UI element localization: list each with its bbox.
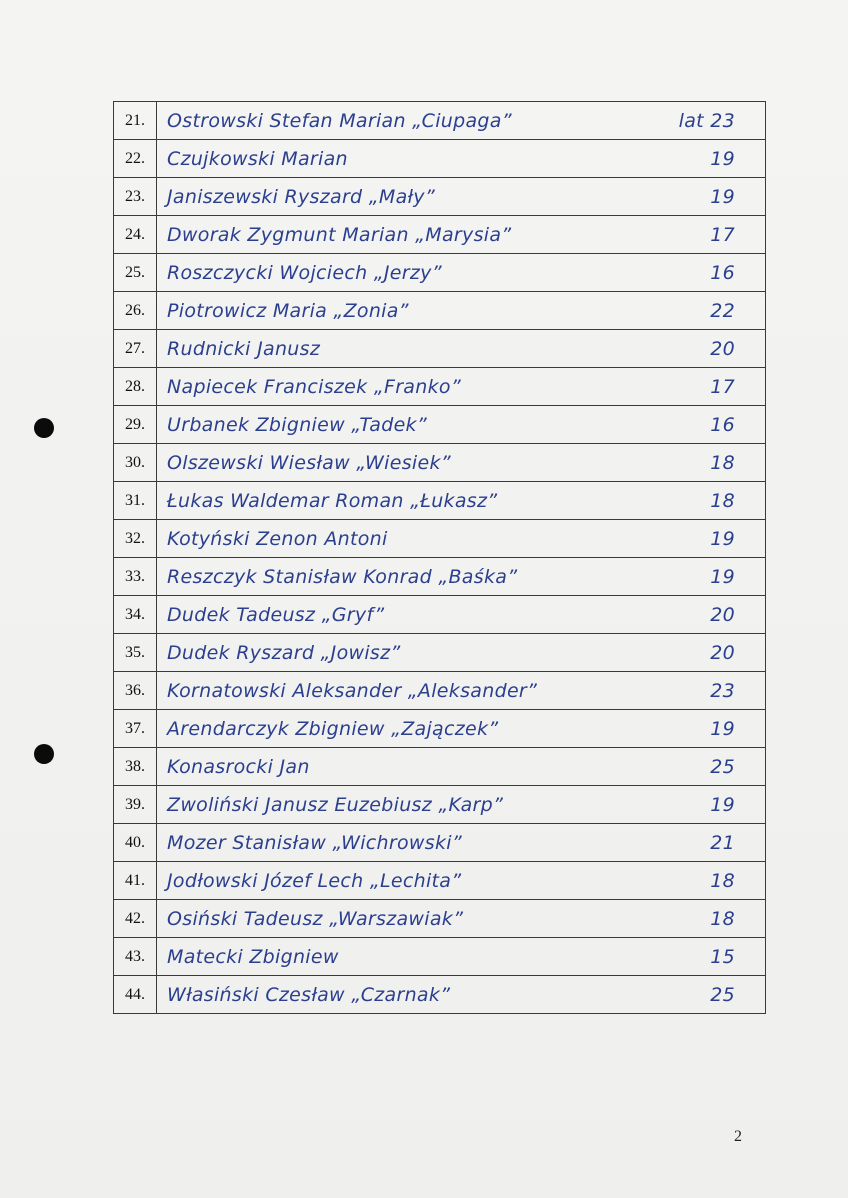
- person-age: 25: [710, 756, 735, 778]
- person-name: Ostrowski Stefan Marian „Ciupaga”: [167, 110, 512, 132]
- person-age: 15: [710, 946, 735, 968]
- table-row: [114, 596, 766, 634]
- person-age: 20: [710, 642, 735, 664]
- row-entry: [157, 900, 766, 938]
- person-name: Kotyński Zenon Antoni: [167, 528, 388, 550]
- person-age: 22: [710, 300, 735, 322]
- table-row: [114, 102, 766, 140]
- person-age: 19: [710, 566, 735, 588]
- person-age: 19: [710, 148, 735, 170]
- row-entry: [157, 292, 766, 330]
- punch-hole-bottom: [34, 744, 54, 764]
- table-row: [114, 140, 766, 178]
- person-age: 18: [710, 870, 735, 892]
- row-entry: [157, 406, 766, 444]
- row-entry: [157, 824, 766, 862]
- person-name: Dudek Ryszard „Jowisz”: [167, 642, 401, 664]
- person-age: 18: [710, 452, 735, 474]
- page-number: 2: [734, 1128, 742, 1145]
- person-name: Rudnicki Janusz: [167, 338, 321, 360]
- person-name: Zwoliński Janusz Euzebiusz „Karp”: [167, 794, 504, 816]
- row-entry: [157, 254, 766, 292]
- row-number: 24.: [114, 216, 157, 254]
- table-row: [114, 862, 766, 900]
- person-age: 21: [710, 832, 735, 854]
- person-age: 20: [710, 338, 735, 360]
- table-row: [114, 672, 766, 710]
- row-entry: [157, 976, 766, 1014]
- table-row: [114, 900, 766, 938]
- person-name: Napiecek Franciszek „Franko”: [167, 376, 461, 398]
- row-number: 32.: [114, 520, 157, 558]
- row-entry: [157, 558, 766, 596]
- row-entry: [157, 748, 766, 786]
- row-entry: [157, 634, 766, 672]
- row-entry: [157, 786, 766, 824]
- row-number: 39.: [114, 786, 157, 824]
- table-row: [114, 482, 766, 520]
- row-entry: [157, 482, 766, 520]
- row-entry: [157, 330, 766, 368]
- row-entry: [157, 710, 766, 748]
- row-number: 40.: [114, 824, 157, 862]
- row-number: 23.: [114, 178, 157, 216]
- person-name: Czujkowski Marian: [167, 148, 348, 170]
- person-name: Reszczyk Stanisław Konrad „Baśka”: [167, 566, 518, 588]
- person-name: Kornatowski Aleksander „Aleksander”: [167, 680, 538, 702]
- row-number: 27.: [114, 330, 157, 368]
- table-row: [114, 786, 766, 824]
- table-row: [114, 520, 766, 558]
- table-row: [114, 558, 766, 596]
- person-age: 25: [710, 984, 735, 1006]
- row-number: 42.: [114, 900, 157, 938]
- table-row: [114, 976, 766, 1014]
- row-entry: [157, 102, 766, 140]
- row-entry: [157, 140, 766, 178]
- row-entry: [157, 862, 766, 900]
- member-list-table: [113, 101, 766, 1014]
- row-number: 26.: [114, 292, 157, 330]
- person-name: Dudek Tadeusz „Gryf”: [167, 604, 385, 626]
- table-row: [114, 292, 766, 330]
- row-number: 35.: [114, 634, 157, 672]
- person-age: 18: [710, 490, 735, 512]
- row-entry: [157, 520, 766, 558]
- table-row: [114, 330, 766, 368]
- row-number: 28.: [114, 368, 157, 406]
- table-row: [114, 824, 766, 862]
- person-name: Roszczycki Wojciech „Jerzy”: [167, 262, 442, 284]
- person-age: 19: [710, 718, 735, 740]
- table-row: [114, 368, 766, 406]
- row-number: 36.: [114, 672, 157, 710]
- punch-hole-top: [34, 418, 54, 438]
- person-name: Urbanek Zbigniew „Tadek”: [167, 414, 428, 436]
- row-number: 38.: [114, 748, 157, 786]
- table-row: [114, 216, 766, 254]
- person-name: Własiński Czesław „Czarnak”: [167, 984, 451, 1006]
- row-number: 33.: [114, 558, 157, 596]
- person-name: Mozer Stanisław „Wichrowski”: [167, 832, 462, 854]
- table-row: [114, 748, 766, 786]
- row-number: 41.: [114, 862, 157, 900]
- row-number: 30.: [114, 444, 157, 482]
- person-age: 17: [710, 376, 735, 398]
- row-number: 29.: [114, 406, 157, 444]
- person-age: 19: [710, 186, 735, 208]
- row-number: 31.: [114, 482, 157, 520]
- row-entry: [157, 672, 766, 710]
- person-name: Jodłowski Józef Lech „Lechita”: [167, 870, 462, 892]
- row-number: 34.: [114, 596, 157, 634]
- row-number: 43.: [114, 938, 157, 976]
- person-age: 16: [710, 414, 735, 436]
- person-name: Piotrowicz Maria „Zonia”: [167, 300, 409, 322]
- row-number: 21.: [114, 102, 157, 140]
- person-age: 18: [710, 908, 735, 930]
- row-entry: [157, 368, 766, 406]
- person-age: 19: [710, 528, 735, 550]
- person-name: Osiński Tadeusz „Warszawiak”: [167, 908, 464, 930]
- person-age: 20: [710, 604, 735, 626]
- table-row: [114, 178, 766, 216]
- row-entry: [157, 178, 766, 216]
- table-row: [114, 938, 766, 976]
- row-entry: [157, 216, 766, 254]
- person-name: Arendarczyk Zbigniew „Zajączek”: [167, 718, 499, 740]
- table-row: [114, 710, 766, 748]
- row-entry: [157, 444, 766, 482]
- person-age: 23: [710, 680, 735, 702]
- row-number: 44.: [114, 976, 157, 1014]
- row-entry: [157, 596, 766, 634]
- row-entry: [157, 938, 766, 976]
- table-row: [114, 254, 766, 292]
- row-number: 22.: [114, 140, 157, 178]
- person-name: Dworak Zygmunt Marian „Marysia”: [167, 224, 512, 246]
- person-name: Konasrocki Jan: [167, 756, 310, 778]
- person-age: 16: [710, 262, 735, 284]
- row-number: 25.: [114, 254, 157, 292]
- person-name: Matecki Zbigniew: [167, 946, 339, 968]
- table-row: [114, 444, 766, 482]
- person-name: Olszewski Wiesław „Wiesiek”: [167, 452, 451, 474]
- person-age: lat 23: [678, 110, 735, 132]
- person-age: 19: [710, 794, 735, 816]
- person-age: 17: [710, 224, 735, 246]
- table-row: [114, 406, 766, 444]
- person-name: Łukas Waldemar Roman „Łukasz”: [167, 490, 498, 512]
- person-name: Janiszewski Ryszard „Mały”: [167, 186, 435, 208]
- row-number: 37.: [114, 710, 157, 748]
- table-row: [114, 634, 766, 672]
